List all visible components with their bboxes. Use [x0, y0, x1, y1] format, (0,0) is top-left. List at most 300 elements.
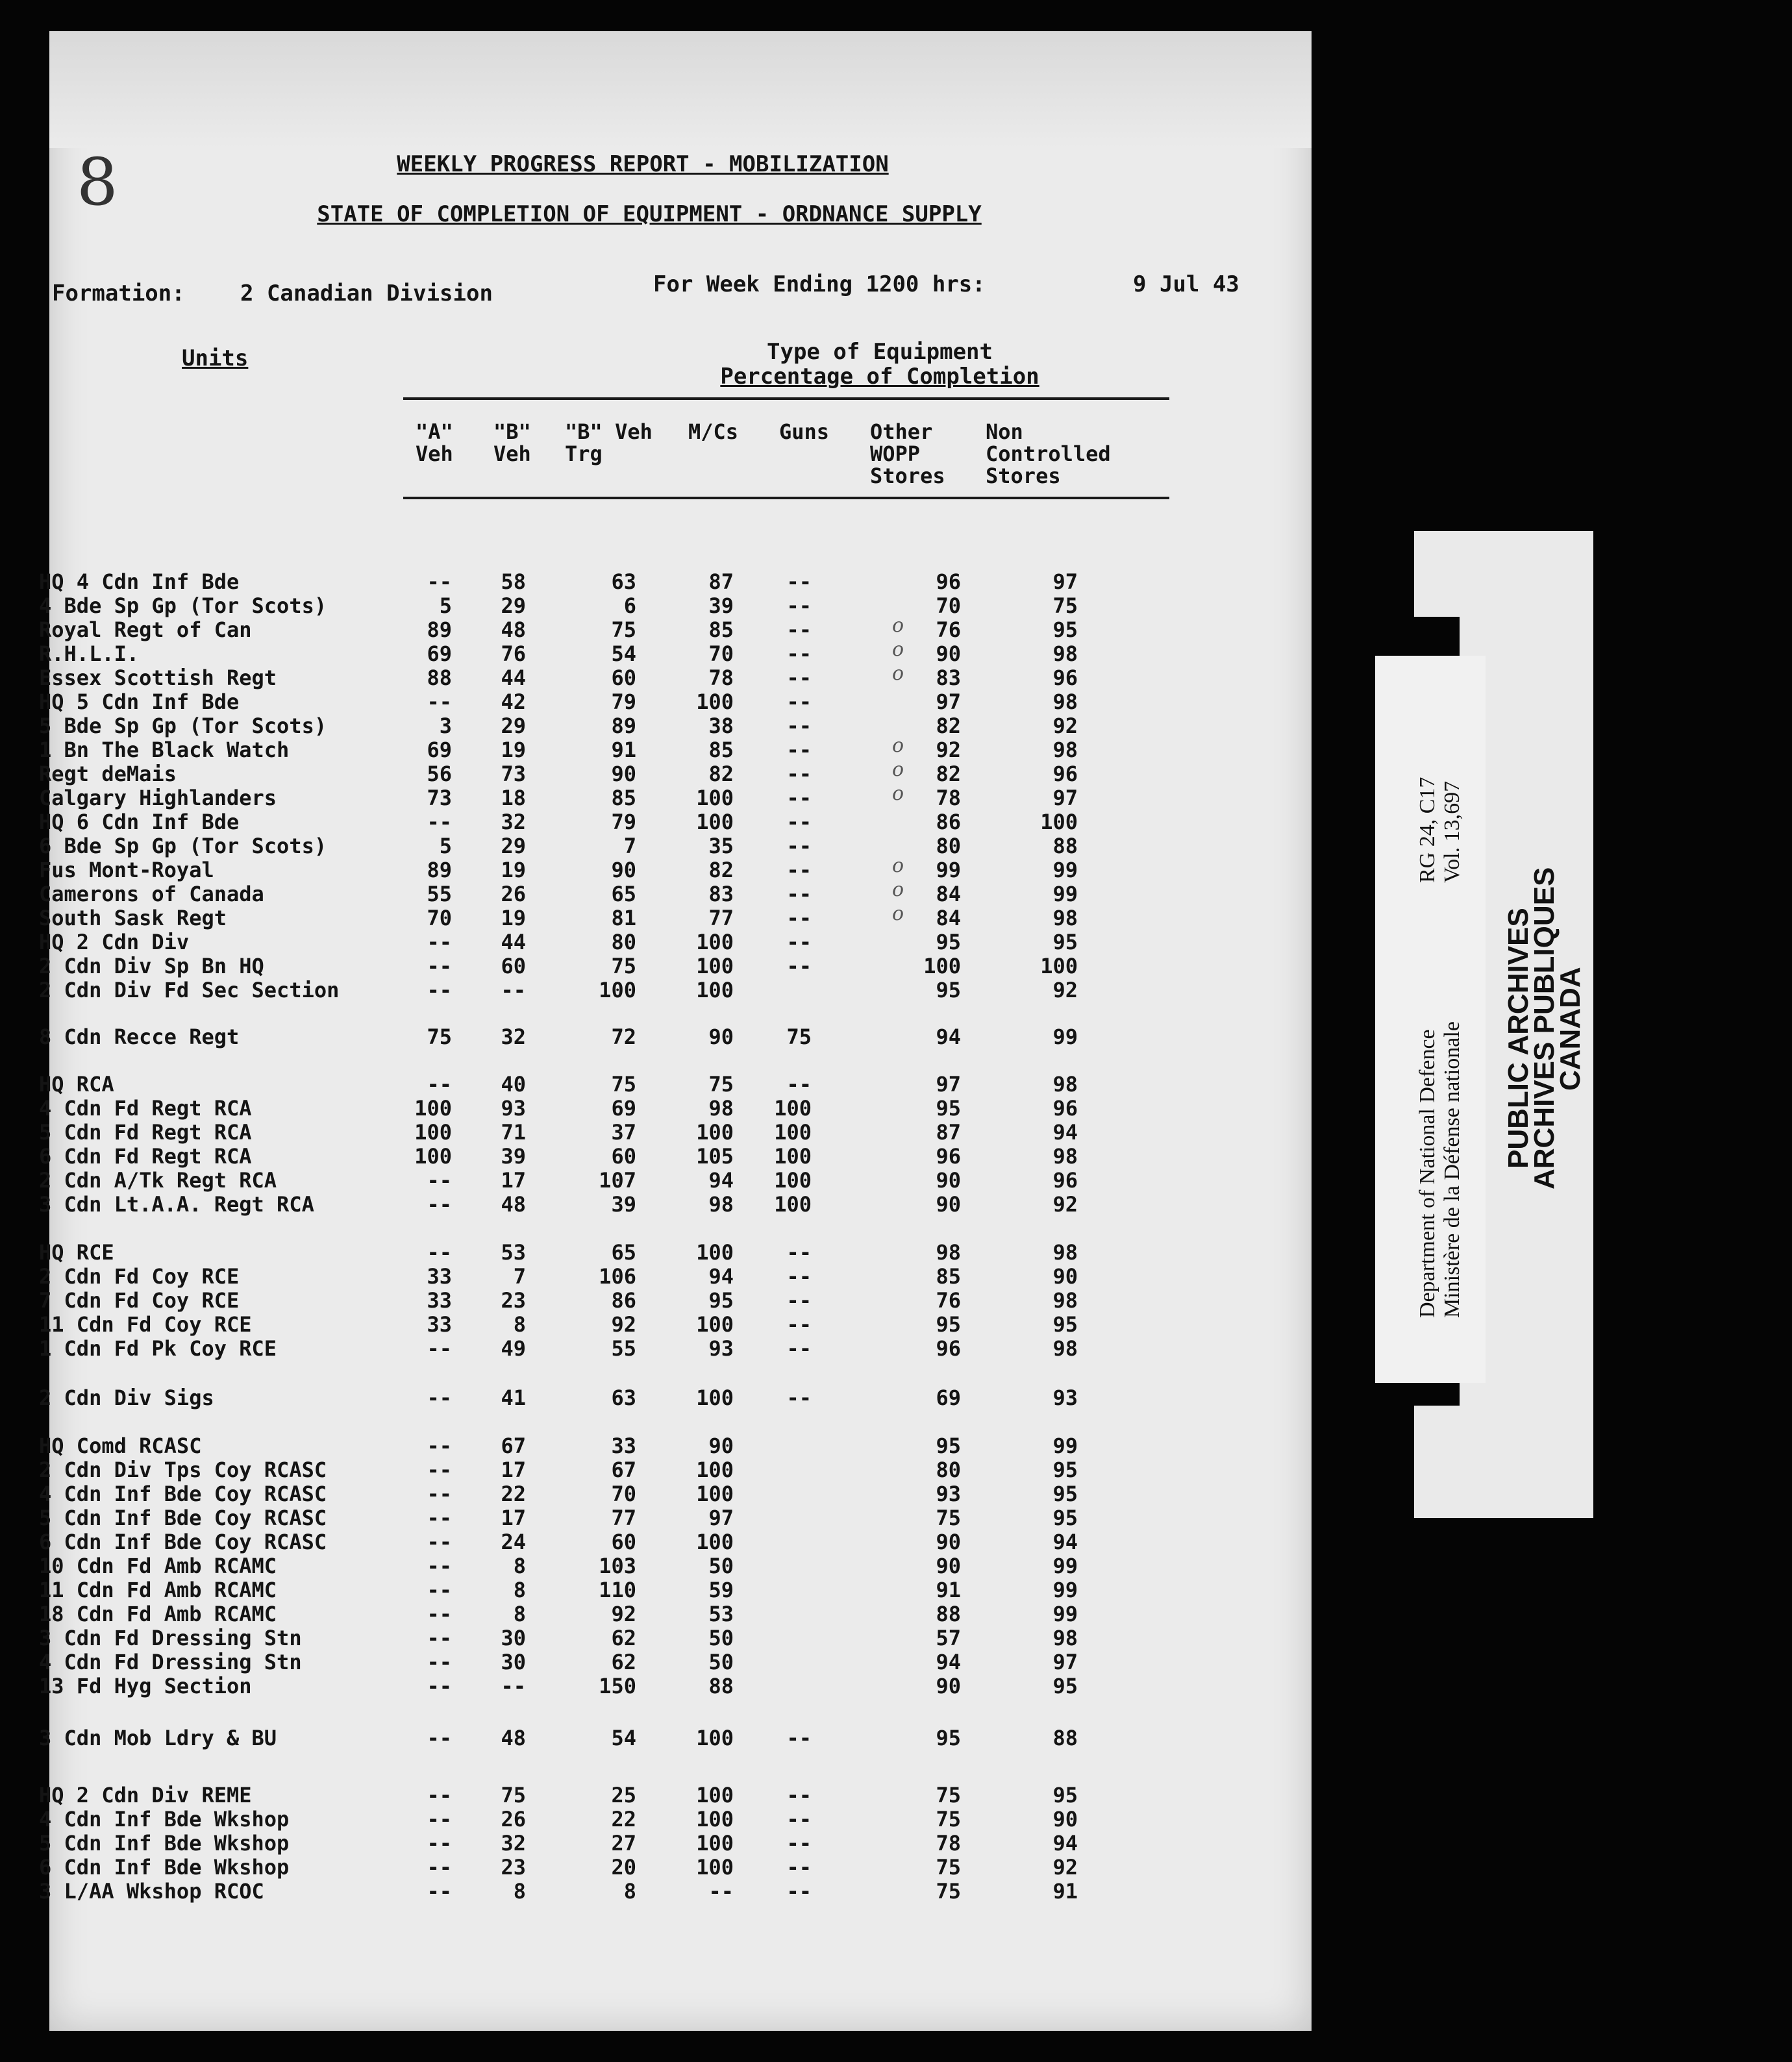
pencil-tick: o [892, 854, 904, 877]
cell-other-wopp: 90 [936, 1168, 961, 1193]
cell-guns: 75 [786, 1025, 812, 1049]
cell-a-veh: 100 [414, 1120, 452, 1145]
cell-guns: -- [786, 1240, 812, 1265]
cell-non-controlled: 90 [1052, 1264, 1078, 1289]
cell-b-veh: 8 [513, 1602, 526, 1626]
cell-b-veh: 93 [501, 1096, 526, 1121]
cell-a-veh: -- [427, 1072, 452, 1097]
cell-a-veh: -- [427, 1554, 452, 1578]
cell-mcs: 97 [708, 1506, 734, 1530]
cell-a-veh: 89 [427, 617, 452, 642]
col-header-b-veh-trg: "B" Veh Trg [565, 419, 653, 466]
cell-unit-name: HQ RCA [39, 1072, 114, 1097]
cell-non-controlled: 98 [1052, 1626, 1078, 1650]
cell-unit-name: 4 Cdn Fd Dressing Stn [39, 1650, 302, 1674]
cell-b-veh: 42 [501, 689, 526, 714]
cell-guns: -- [786, 665, 812, 690]
cell-b-veh-trg: 7 [623, 834, 636, 858]
cell-guns: -- [786, 738, 812, 762]
cell-other-wopp: 95 [936, 1096, 961, 1121]
table-row [0, 738, 1262, 762]
cell-non-controlled: 98 [1052, 641, 1078, 666]
cell-other-wopp: 84 [936, 906, 961, 930]
report-title: WEEKLY PROGRESS REPORT - MOBILIZATION [397, 151, 889, 177]
table-row [0, 714, 1262, 738]
cell-unit-name: R.H.L.I. [39, 641, 140, 666]
table-row [0, 906, 1262, 930]
cell-unit-name: 2 Cdn Div Sigs [39, 1385, 214, 1410]
cell-b-veh-trg: 65 [611, 1240, 636, 1265]
cell-unit-name: HQ RCE [39, 1240, 114, 1265]
table-row [0, 665, 1262, 690]
cell-mcs: 100 [696, 1783, 734, 1807]
cell-b-veh-trg: 92 [611, 1312, 636, 1337]
table-row [0, 1025, 1262, 1049]
cell-guns: 100 [774, 1096, 812, 1121]
cell-other-wopp: 95 [936, 978, 961, 1002]
cell-b-veh-trg: 89 [611, 714, 636, 738]
cell-guns: 100 [774, 1120, 812, 1145]
cell-b-veh-trg: 67 [611, 1458, 636, 1482]
cell-b-veh-trg: 37 [611, 1120, 636, 1145]
cell-b-veh: 76 [501, 641, 526, 666]
cell-other-wopp: 90 [936, 1530, 961, 1554]
cell-a-veh: 3 [439, 714, 452, 738]
cell-other-wopp: 75 [936, 1783, 961, 1807]
stamp-volume: Vol. 13,697 [1440, 780, 1464, 883]
cell-unit-name: Regt deMais [39, 762, 177, 786]
cell-mcs: 87 [708, 569, 734, 594]
col-header-a-veh: "A" Veh [416, 419, 453, 466]
cell-mcs: 39 [708, 593, 734, 618]
stamp-dept-fr: Ministère de la Défense nationale [1440, 1021, 1464, 1318]
cell-guns: -- [786, 930, 812, 954]
cell-non-controlled: 92 [1052, 1192, 1078, 1217]
cell-non-controlled: 94 [1052, 1530, 1078, 1554]
cell-mcs: 100 [696, 1807, 734, 1832]
cell-a-veh: -- [427, 689, 452, 714]
cell-guns: 100 [774, 1144, 812, 1169]
table-row [0, 834, 1262, 858]
cell-b-veh: 17 [501, 1458, 526, 1482]
cell-b-veh: 29 [501, 834, 526, 858]
cell-non-controlled: 75 [1052, 593, 1078, 618]
cell-b-veh-trg: 20 [611, 1855, 636, 1880]
percentage-heading: Percentage of Completion [720, 364, 1039, 390]
cell-mcs: 53 [708, 1602, 734, 1626]
cell-other-wopp: 84 [936, 882, 961, 906]
cell-a-veh: -- [427, 1879, 452, 1904]
cell-other-wopp: 85 [936, 1264, 961, 1289]
cell-non-controlled: 95 [1052, 1482, 1078, 1506]
cell-b-veh: 53 [501, 1240, 526, 1265]
cell-non-controlled: 99 [1052, 1602, 1078, 1626]
cell-other-wopp: 94 [936, 1025, 961, 1049]
cell-non-controlled: 94 [1052, 1120, 1078, 1145]
cell-other-wopp: 75 [936, 1855, 961, 1880]
cell-mcs: 50 [708, 1650, 734, 1674]
cell-guns: 100 [774, 1192, 812, 1217]
cell-other-wopp: 75 [936, 1807, 961, 1832]
cell-guns: -- [786, 834, 812, 858]
pencil-tick: o [892, 734, 904, 757]
cell-b-veh-trg: 70 [611, 1482, 636, 1506]
cell-mcs: 98 [708, 1192, 734, 1217]
cell-other-wopp: 96 [936, 1336, 961, 1361]
stamp-archives-publiques: ARCHIVES PUBLIQUES [1528, 867, 1560, 1189]
cell-non-controlled: 97 [1052, 786, 1078, 810]
cell-unit-name: 3 Cdn Mob Ldry & BU [39, 1726, 277, 1750]
table-row [0, 1626, 1262, 1650]
table-row [0, 1602, 1262, 1626]
cell-b-veh-trg: 75 [611, 1072, 636, 1097]
cell-unit-name: 4 Cdn Inf Bde Wkshop [39, 1807, 290, 1832]
table-row [0, 1072, 1262, 1097]
stamp-public-archives: PUBLIC ARCHIVES [1502, 908, 1534, 1169]
cell-unit-name: 11 Cdn Fd Amb RCAMC [39, 1578, 277, 1602]
cell-a-veh: -- [427, 1530, 452, 1554]
cell-a-veh: -- [427, 1482, 452, 1506]
cell-non-controlled: 95 [1052, 1674, 1078, 1698]
table-row [0, 1192, 1262, 1217]
cell-guns: -- [786, 882, 812, 906]
cell-b-veh: 30 [501, 1626, 526, 1650]
cell-mcs: 100 [696, 689, 734, 714]
cell-b-veh: 19 [501, 906, 526, 930]
cell-guns: -- [786, 1312, 812, 1337]
cell-guns: -- [786, 1831, 812, 1856]
cell-guns: -- [786, 1385, 812, 1410]
cell-b-veh: 29 [501, 714, 526, 738]
cell-a-veh: -- [427, 1434, 452, 1458]
cell-mcs: 98 [708, 1096, 734, 1121]
cell-other-wopp: 83 [936, 665, 961, 690]
cell-a-veh: 89 [427, 858, 452, 882]
cell-mcs: 100 [696, 786, 734, 810]
page-top-shading [49, 31, 1312, 148]
cell-unit-name: 5 Cdn Fd Regt RCA [39, 1120, 252, 1145]
cell-mcs: 105 [696, 1144, 734, 1169]
cell-b-veh: 40 [501, 1072, 526, 1097]
cell-non-controlled: 100 [1040, 954, 1078, 978]
cell-b-veh-trg: 63 [611, 569, 636, 594]
cell-b-veh-trg: 54 [611, 641, 636, 666]
cell-b-veh-trg: 81 [611, 906, 636, 930]
cell-unit-name: 8 Cdn Recce Regt [39, 1025, 240, 1049]
cell-non-controlled: 99 [1052, 858, 1078, 882]
cell-a-veh: -- [427, 569, 452, 594]
col-header-mcs: M/Cs [688, 419, 739, 444]
cell-b-veh: -- [501, 978, 526, 1002]
cell-guns: -- [786, 569, 812, 594]
table-row [0, 1120, 1262, 1145]
cell-b-veh: -- [501, 1674, 526, 1698]
table-row [0, 617, 1262, 642]
cell-unit-name: HQ Comd RCASC [39, 1434, 202, 1458]
cell-b-veh: 49 [501, 1336, 526, 1361]
cell-mcs: 100 [696, 1831, 734, 1856]
cell-b-veh-trg: 22 [611, 1807, 636, 1832]
cell-b-veh: 17 [501, 1168, 526, 1193]
col-header-non-controlled: Non Controlled Stores [986, 419, 1111, 488]
cell-non-controlled: 98 [1052, 1144, 1078, 1169]
cell-a-veh: -- [427, 1458, 452, 1482]
cell-mcs: 100 [696, 1458, 734, 1482]
cell-unit-name: 5 Cdn Inf Bde Coy RCASC [39, 1506, 327, 1530]
cell-guns: -- [786, 1264, 812, 1289]
cell-guns: -- [786, 906, 812, 930]
cell-mcs: 82 [708, 762, 734, 786]
table-row [0, 786, 1262, 810]
cell-a-veh: -- [427, 1650, 452, 1674]
cell-other-wopp: 75 [936, 1879, 961, 1904]
cell-other-wopp: 95 [936, 930, 961, 954]
cell-unit-name: 7 Cdn Fd Coy RCE [39, 1288, 240, 1313]
cell-non-controlled: 96 [1052, 1096, 1078, 1121]
cell-a-veh: 88 [427, 665, 452, 690]
cell-mcs: 100 [696, 1530, 734, 1554]
cell-guns: -- [786, 954, 812, 978]
cell-other-wopp: 78 [936, 1831, 961, 1856]
cell-other-wopp: 80 [936, 834, 961, 858]
cell-mcs: 94 [708, 1264, 734, 1289]
cell-b-veh-trg: 80 [611, 930, 636, 954]
cell-b-veh: 26 [501, 882, 526, 906]
cell-other-wopp: 90 [936, 641, 961, 666]
cell-mcs: 100 [696, 978, 734, 1002]
cell-unit-name: 5 Bde Sp Gp (Tor Scots) [39, 714, 327, 738]
cell-unit-name: 2 Cdn A/Tk Regt RCA [39, 1168, 277, 1193]
cell-unit-name: HQ 4 Cdn Inf Bde [39, 569, 240, 594]
cell-unit-name: Essex Scottish Regt [39, 665, 277, 690]
cell-non-controlled: 88 [1052, 1726, 1078, 1750]
cell-other-wopp: 57 [936, 1626, 961, 1650]
units-heading: Units [182, 345, 249, 371]
cell-non-controlled: 98 [1052, 906, 1078, 930]
cell-b-veh-trg: 63 [611, 1385, 636, 1410]
cell-b-veh: 48 [501, 1192, 526, 1217]
cell-non-controlled: 97 [1052, 1650, 1078, 1674]
cell-a-veh: -- [427, 1385, 452, 1410]
table-row [0, 1506, 1262, 1530]
cell-mcs: 77 [708, 906, 734, 930]
cell-non-controlled: 95 [1052, 930, 1078, 954]
table-row [0, 1144, 1262, 1169]
cell-guns: -- [786, 1807, 812, 1832]
cell-mcs: 100 [696, 1240, 734, 1265]
cell-b-veh-trg: 54 [611, 1726, 636, 1750]
table-row [0, 1726, 1262, 1750]
cell-unit-name: HQ 2 Cdn Div REME [39, 1783, 252, 1807]
cell-b-veh-trg: 86 [611, 1288, 636, 1313]
cell-b-veh: 18 [501, 786, 526, 810]
cell-b-veh-trg: 79 [611, 810, 636, 834]
cell-non-controlled: 98 [1052, 1336, 1078, 1361]
cell-b-veh: 44 [501, 665, 526, 690]
cell-b-veh: 58 [501, 569, 526, 594]
cell-unit-name: Camerons of Canada [39, 882, 264, 906]
cell-b-veh: 7 [513, 1264, 526, 1289]
cell-unit-name: 4 Cdn Fd Regt RCA [39, 1096, 252, 1121]
table-row [0, 1530, 1262, 1554]
cell-a-veh: -- [427, 1336, 452, 1361]
table-row [0, 641, 1262, 666]
cell-guns: -- [786, 641, 812, 666]
cell-b-veh-trg: 100 [599, 978, 636, 1002]
cell-a-veh: -- [427, 1192, 452, 1217]
stamp-canada: CANADA [1554, 967, 1586, 1091]
stamp-record-group: RG 24, C17 [1415, 776, 1439, 883]
cell-b-veh: 8 [513, 1312, 526, 1337]
cell-non-controlled: 96 [1052, 665, 1078, 690]
cell-mcs: 100 [696, 930, 734, 954]
cell-non-controlled: 99 [1052, 1434, 1078, 1458]
cell-b-veh: 30 [501, 1650, 526, 1674]
cell-guns: -- [786, 1726, 812, 1750]
cell-b-veh: 8 [513, 1554, 526, 1578]
cell-non-controlled: 92 [1052, 1855, 1078, 1880]
cell-a-veh: 69 [427, 641, 452, 666]
cell-a-veh: -- [427, 1674, 452, 1698]
cell-non-controlled: 99 [1052, 1554, 1078, 1578]
cell-non-controlled: 92 [1052, 978, 1078, 1002]
cell-b-veh: 44 [501, 930, 526, 954]
cell-mcs: 100 [696, 1482, 734, 1506]
cell-unit-name: 3 Cdn Lt.A.A. Regt RCA [39, 1192, 314, 1217]
cell-other-wopp: 100 [923, 954, 961, 978]
pencil-tick: o [892, 878, 904, 901]
formation-value: 2 Canadian Division [240, 280, 493, 306]
cell-non-controlled: 99 [1052, 882, 1078, 906]
week-ending-value: 9 Jul 43 [1133, 271, 1239, 297]
cell-b-veh: 17 [501, 1506, 526, 1530]
cell-other-wopp: 91 [936, 1578, 961, 1602]
cell-unit-name: Royal Regt of Can [39, 617, 252, 642]
cell-a-veh: 33 [427, 1288, 452, 1313]
cell-b-veh: 48 [501, 1726, 526, 1750]
cell-non-controlled: 98 [1052, 1072, 1078, 1097]
table-row [0, 1578, 1262, 1602]
cell-mcs: 50 [708, 1626, 734, 1650]
cell-mcs: 85 [708, 617, 734, 642]
cell-mcs: 90 [708, 1025, 734, 1049]
cell-unit-name: 2 Cdn Div Fd Sec Section [39, 978, 340, 1002]
table-row [0, 1783, 1262, 1807]
table-row [0, 954, 1262, 978]
cell-b-veh: 22 [501, 1482, 526, 1506]
cell-other-wopp: 78 [936, 786, 961, 810]
cell-guns: -- [786, 1855, 812, 1880]
cell-a-veh: -- [427, 1807, 452, 1832]
cell-other-wopp: 95 [936, 1434, 961, 1458]
cell-non-controlled: 95 [1052, 617, 1078, 642]
cell-non-controlled: 95 [1052, 1458, 1078, 1482]
table-row [0, 1458, 1262, 1482]
formation-label: Formation: [52, 280, 185, 306]
table-row [0, 1674, 1262, 1698]
table-top-rule [403, 397, 1169, 400]
cell-non-controlled: 95 [1052, 1783, 1078, 1807]
cell-unit-name: 3 L/AA Wkshop RCOC [39, 1879, 264, 1904]
cell-other-wopp: 98 [936, 1240, 961, 1265]
cell-b-veh-trg: 33 [611, 1434, 636, 1458]
cell-b-veh: 19 [501, 858, 526, 882]
pencil-tick: o [892, 662, 904, 685]
cell-b-veh-trg: 77 [611, 1506, 636, 1530]
cell-unit-name: 11 Cdn Fd Coy RCE [39, 1312, 252, 1337]
table-row [0, 1096, 1262, 1121]
cell-b-veh-trg: 110 [599, 1578, 636, 1602]
cell-unit-name: 10 Cdn Fd Amb RCAMC [39, 1554, 277, 1578]
cell-b-veh-trg: 90 [611, 762, 636, 786]
cell-mcs: 88 [708, 1674, 734, 1698]
cell-b-veh-trg: 62 [611, 1650, 636, 1674]
cell-b-veh-trg: 60 [611, 1144, 636, 1169]
cell-non-controlled: 90 [1052, 1807, 1078, 1832]
cell-non-controlled: 92 [1052, 714, 1078, 738]
cell-other-wopp: 95 [936, 1312, 961, 1337]
table-row [0, 978, 1262, 1002]
cell-b-veh: 32 [501, 1831, 526, 1856]
cell-unit-name: 4 Bde Sp Gp (Tor Scots) [39, 593, 327, 618]
cell-other-wopp: 93 [936, 1482, 961, 1506]
cell-b-veh: 41 [501, 1385, 526, 1410]
cell-non-controlled: 91 [1052, 1879, 1078, 1904]
cell-unit-name: HQ 6 Cdn Inf Bde [39, 810, 240, 834]
cell-b-veh: 24 [501, 1530, 526, 1554]
cell-unit-name: 6 Cdn Fd Regt RCA [39, 1144, 252, 1169]
cell-guns: -- [786, 617, 812, 642]
cell-other-wopp: 86 [936, 810, 961, 834]
cell-mcs: 100 [696, 1726, 734, 1750]
cell-mcs: 100 [696, 1312, 734, 1337]
week-ending-label: For Week Ending 1200 hrs: [653, 271, 986, 297]
cell-unit-name: 1 Cdn Fd Pk Coy RCE [39, 1336, 277, 1361]
cell-guns: -- [786, 1879, 812, 1904]
cell-b-veh: 39 [501, 1144, 526, 1169]
cell-b-veh-trg: 55 [611, 1336, 636, 1361]
cell-a-veh: 100 [414, 1096, 452, 1121]
cell-unit-name: 2 Cdn Div Tps Coy RCASC [39, 1458, 327, 1482]
table-row [0, 1482, 1262, 1506]
cell-non-controlled: 99 [1052, 1025, 1078, 1049]
cell-unit-name: 2 Cdn Div Sp Bn HQ [39, 954, 264, 978]
cell-unit-name: 2 Cdn Fd Coy RCE [39, 1264, 240, 1289]
cell-other-wopp: 90 [936, 1674, 961, 1698]
cell-guns: -- [786, 593, 812, 618]
cell-other-wopp: 90 [936, 1192, 961, 1217]
cell-b-veh: 26 [501, 1807, 526, 1832]
cell-other-wopp: 95 [936, 1726, 961, 1750]
cell-b-veh-trg: 106 [599, 1264, 636, 1289]
cell-mcs: 83 [708, 882, 734, 906]
cell-non-controlled: 93 [1052, 1385, 1078, 1410]
cell-a-veh: 56 [427, 762, 452, 786]
cell-b-veh: 19 [501, 738, 526, 762]
pencil-tick: o [892, 638, 904, 661]
report-subtitle: STATE OF COMPLETION OF EQUIPMENT - ORDNANCE SUPPLY [317, 201, 982, 227]
cell-b-veh-trg: 107 [599, 1168, 636, 1193]
cell-b-veh: 75 [501, 1783, 526, 1807]
col-header-b-veh: "B" Veh [493, 419, 531, 466]
cell-a-veh: -- [427, 1855, 452, 1880]
cell-a-veh: 100 [414, 1144, 452, 1169]
type-of-equipment-heading: Type of Equipment [767, 339, 993, 365]
cell-b-veh-trg: 8 [623, 1879, 636, 1904]
cell-mcs: 100 [696, 1855, 734, 1880]
cell-other-wopp: 82 [936, 762, 961, 786]
table-row [0, 1879, 1262, 1904]
